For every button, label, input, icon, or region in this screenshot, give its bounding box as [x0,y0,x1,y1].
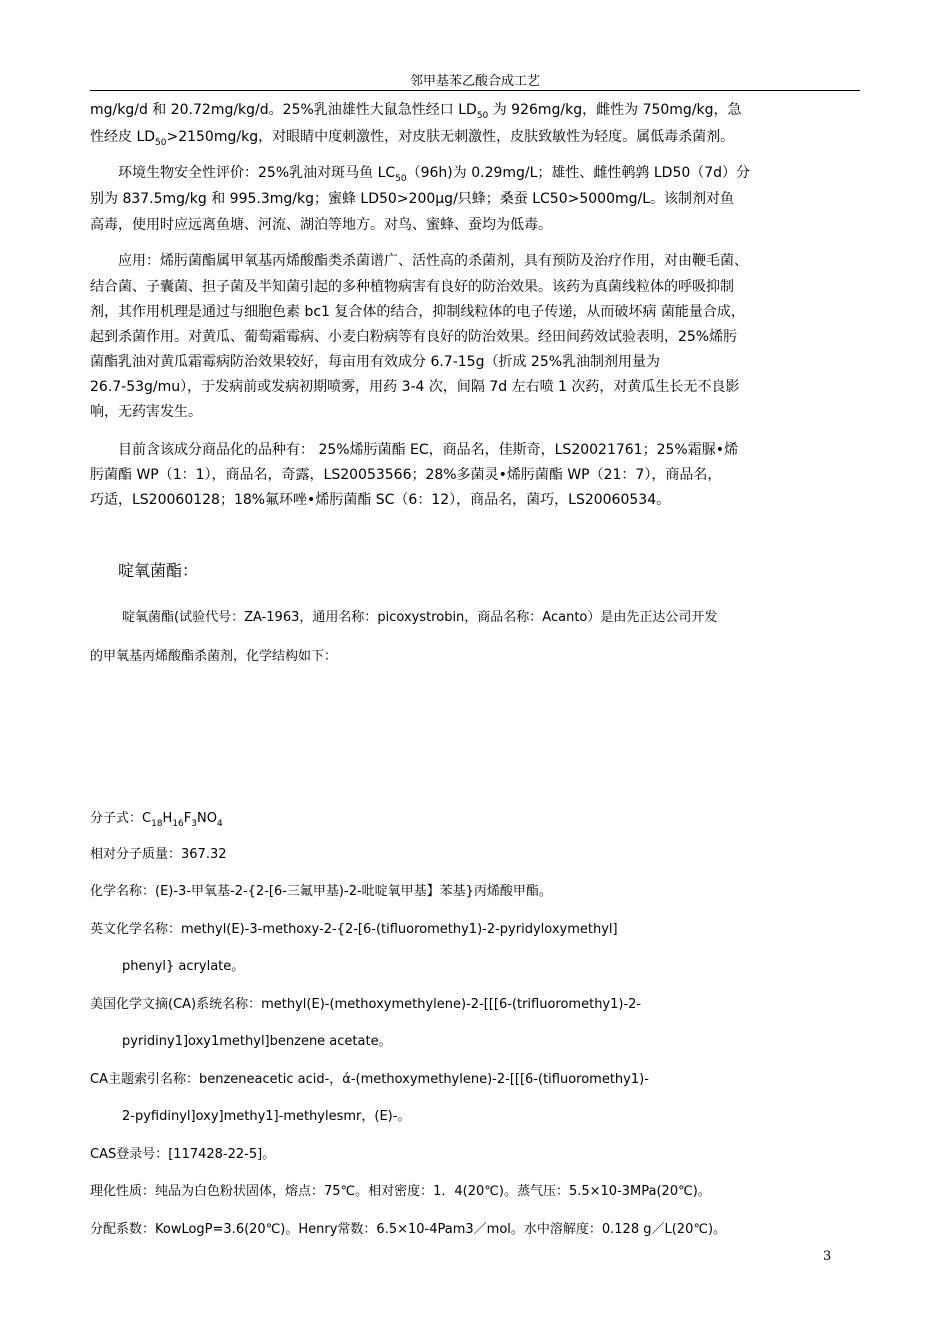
physical-properties: 理化性质：纯品为白色粉状固体，熔点：75℃。相对密度：1．4(20℃)。蒸气压：5.5×10-3MPa(20℃)。 [90,1184,711,1199]
p3-line-7: 响，无药害发生。 [90,404,202,420]
p4-line-1: 目前含该成分商品化的品种有： 25%烯肟菌酯 EC，商品名，佳斯奇，LS20021761；25%霜脲•烯 [118,442,738,458]
chemical-name: 化学名称：(E)-3-甲氧基-2-{2-[6-三氟甲基)-2-吡啶氧甲基】苯基}丙烯酸甲酯。 [90,884,552,899]
partition-coefficient: 分配系数：KowLogP=3.6(20℃)。Henry常数：6.5×10-4Pam3／mol。水中溶解度：0.128 g／L(20℃)。 [90,1222,727,1237]
molecular-formula: 分子式：$C_{18}H_{16}F_3NO_4$ [90,811,223,829]
p2-line-3: 高毒，使用时应远离鱼塘、河流、湖泊等地方。对鸟、蜜蜂、蚕均为低毒。 [90,217,552,233]
p1-line-1: mg/kg/d 和 20.72mg/kg/d。25%乳油雄性大鼠急性经口 $LD_{50}$ 为 926mg/kg，雌性为 750mg/kg，急 [90,102,742,121]
p3-line-1: 应用：烯肟菌酯属甲氧基丙烯酸酯类杀菌谱广、活性高的杀菌剂，具有预防及治疗作用，对由鞭毛菌、 [118,253,748,269]
ca-name-line-2: pyridiny1]oxy1methyl]benzene acetate。 [122,1034,392,1049]
p2-line-2: 别为 837.5mg/kg 和 995.3mg/kg；蜜蜂 LD50>200μg/只蜂；桑蚕 LC50>5000mg/L。该制剂对鱼 [90,191,735,207]
ca-index-line-1: CA主题索引名称：benzeneacetic acid-，ά-(methoxymethylene)-2-[[[6-(tifluoromethy1)- [90,1072,649,1087]
p4-line-2: 肟菌酯 WP（1：1），商品名，奇露，LS20053566；28%多菌灵•烯肟菌酯 WP（21：7），商品名， [90,467,722,483]
p4-line-3: 巧适，LS20060128；18%氟环唑•烯肟菌酯 SC（6：12），商品名，菌巧，LS20060534。 [90,492,671,508]
ca-name-line-1: 美国化学文摘(CA)系统名称：methyl(E)-(methoxymethylene)-2-[[[6-(trifluoromethy1)-2- [90,997,642,1012]
p3-line-6: 26.7-53g/mu），于发病前或发病初期喷雾，用药 3-4 次，间隔 7d 左右喷 1 次药，对黄瓜生长无不良影 [90,379,740,395]
p2-line-1: 环境生物安全性评价：25%乳油对斑马鱼 $LC_{50}(96h)$为 0.29mg/L；雄性、雌性鹌鹑 LD50（7d）分 [118,165,751,184]
page-number: 3 [823,1249,832,1264]
english-name-line-2: phenyl} acrylate。 [122,959,245,974]
p3-line-5: 菌酯乳油对黄瓜霜霉病防治效果较好，每亩用有效成分 6.7-15g（折成 25%乳油制剂用量为 [90,354,661,370]
p3-line-4: 起到杀菌作用。对黄瓜、葡萄霜霉病、小麦白粉病等有良好的防治效果。经田间药效试验表明，25%烯肟 [90,329,738,345]
p1-line-2: 性经皮 $LD_{50}>2150mg/kg$，对眼睛中度刺激性，对皮肤无刺激性，皮肤致敏性为轻度。属低毒杀菌剂。 [90,129,735,148]
running-header: 邻甲基苯乙酸合成工艺 [409,74,540,89]
intro-line-1: 啶氧菌酯(试验代号：ZA-1963，通用名称：picoxystrobin，商品名称：Acanto）是由先正达公司开发 [122,610,718,625]
p3-line-3: 剂，其作用机理是通过与细胞色素 bc1 复合体的结合，抑制线粒体的电子传递，从而破坏病 菌能量合成， [90,304,745,320]
header-rule [90,90,860,91]
molecular-weight: 相对分子质量：367.32 [90,847,227,862]
section-heading: 啶氧菌酯： [118,561,199,580]
ca-index-line-2: 2-pyfidinyl]oxy]methy1]-methylesmr，(E)-。 [122,1109,411,1124]
english-name-line-1: 英文化学名称：methyl(E)-3-methoxy-2-{2-[6-(tifluoromethy1)-2-pyridyloxymethyl] [90,922,618,937]
cas-number: CAS登录号：[117428-22-5]。 [90,1147,276,1162]
p3-line-2: 结合菌、子囊菌、担子菌及半知菌引起的多种植物病害有良好的防治效果。该药为真菌线粒体的呼吸抑制 [90,279,734,295]
intro-line-2: 的甲氧基丙烯酸酯杀菌剂，化学结构如下： [90,649,338,664]
